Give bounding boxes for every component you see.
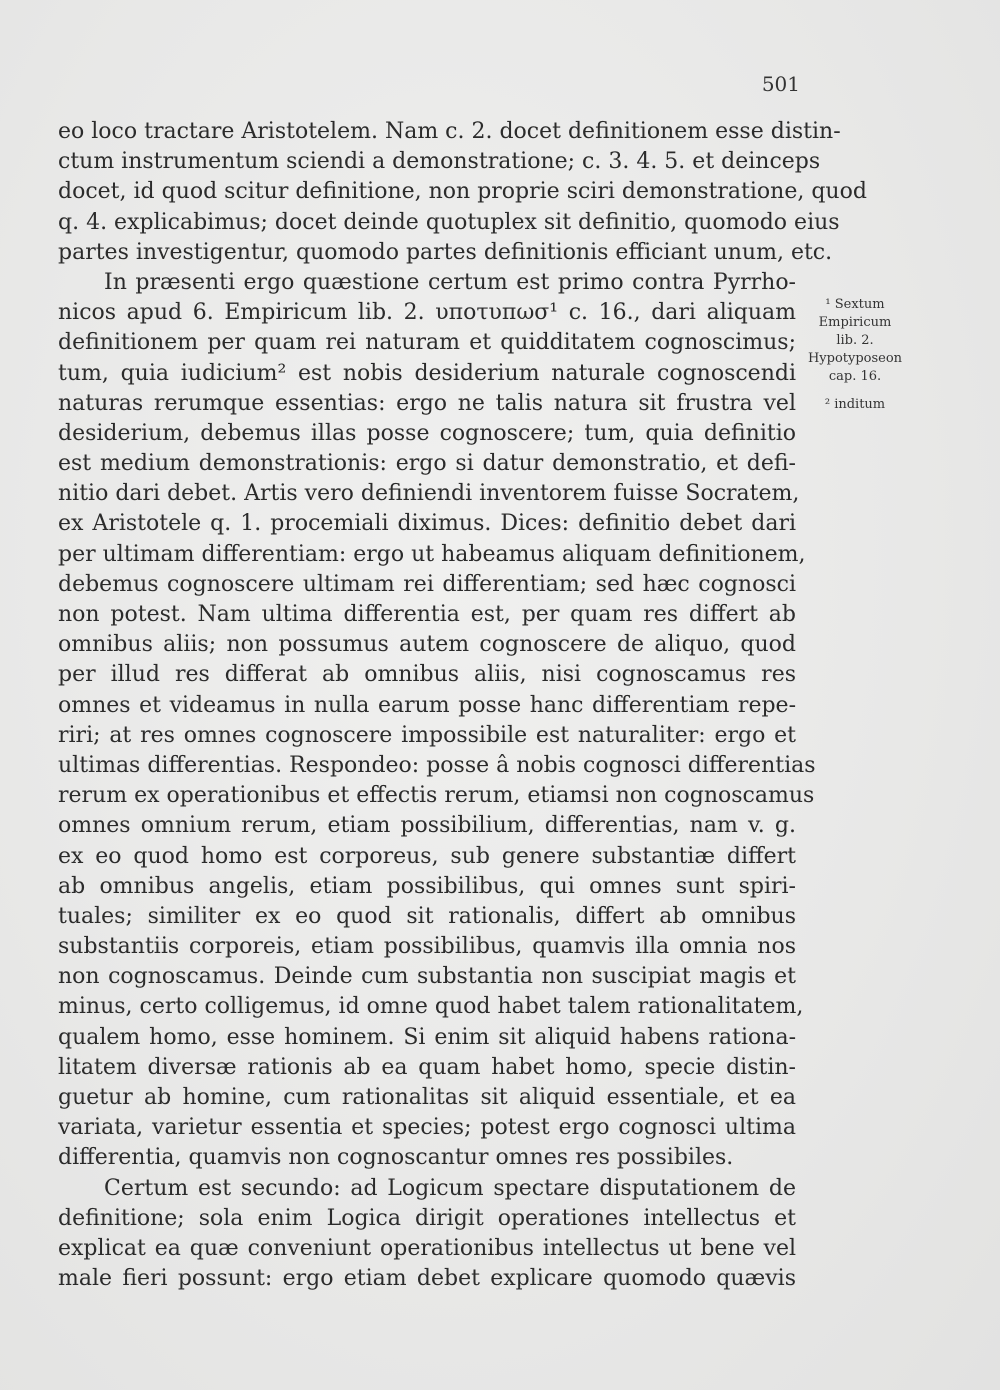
text-line: per ultimam differentiam: ergo ut habeamus aliquam definitionem, (58, 541, 806, 567)
text-line: nicos apud 6. Empiricum lib. 2. υποτυπωσ¹ c. 16., dari aliquam (58, 300, 796, 326)
text-line: tuales; similiter ex eo quod sit rationalis, differt ab omnibus (58, 903, 796, 929)
marginal-note: Empiricum (818, 315, 892, 330)
text-line: docet, id quod scitur definitione, non proprie sciri demonstratione, quod (58, 179, 867, 205)
text-line: non potest. Nam ultima differentia est, per quam res differt ab (58, 602, 796, 627)
text-line: ab omnibus angelis, etiam possibilibus, qui omnes sunt spiri- (58, 873, 796, 899)
text-line: naturas rerumque essentias: ergo ne talis natura sit frustra vel (58, 390, 796, 416)
marginal-notes (800, 296, 910, 414)
text-line: omnibus aliis; non possumus autem cognoscere de aliquo, quod (58, 632, 796, 658)
paragraph-start-line: Certum est secundo: ad Logicum spectare disputationem de (104, 1175, 796, 1201)
text-line: male fieri possunt: ergo etiam debet explicare quomodo quævis (58, 1266, 796, 1292)
text-line: minus, certo colligemus, id omne quod habet talem rationalitatem, (58, 994, 804, 1020)
text-line: ultimas differentias. Respondeo: posse â nobis cognosci differentias (58, 752, 816, 778)
text-line: est medium demonstrationis: ergo si datur demonstratio, et defi- (58, 451, 796, 477)
marginal-note: ¹ Sextum (825, 297, 885, 312)
marginal-note: Hypotyposeon (807, 351, 903, 366)
text-line: variata, varietur essentia et species; potest ergo cognosci ultima (58, 1115, 796, 1141)
text-line: debemus cognoscere ultimam rei differentiam; sed hæc cognosci (58, 571, 796, 597)
marginal-note: ² inditum (824, 397, 886, 412)
text-line: definitionem per quam rei naturam et quidditatem cognoscimus; (58, 330, 796, 356)
text-line: q. 4. explicabimus; docet deinde quotuplex sit definitio, quomodo eius (58, 209, 840, 235)
text-line: rerum ex operationibus et effectis rerum, etiamsi non cognoscamus (58, 783, 815, 809)
text-line: per illud res differat ab omnibus aliis, nisi cognoscamus res (58, 662, 796, 688)
text-line: desiderium, debemus illas posse cognoscere; tum, quia definitio (58, 420, 796, 446)
text-line: definitione; sola enim Logica dirigit operationes intellectus et (58, 1205, 796, 1231)
text-line: guetur ab homine, cum rationalitas sit aliquid essentiale, et ea (58, 1085, 796, 1110)
marginal-note: cap. 16. (828, 369, 882, 384)
note-spacer (800, 386, 910, 396)
text-line: ex eo quod homo est corporeus, sub genere substantiæ differt (58, 843, 796, 869)
text-line: ex Aristotele q. 1. procemiali diximus. Dices: definitio debet dari (58, 511, 796, 537)
text-line: omnes et videamus in nulla earum posse hanc differentiam repe- (58, 692, 796, 718)
text-line: omnes omnium rerum, etiam possibilium, differentias, nam v. g. (58, 813, 796, 839)
text-line: eo loco tractare Aristotelem. Nam c. 2. docet definitionem esse distin- (58, 119, 841, 144)
marginal-note: lib. 2. (836, 333, 874, 348)
text-line: substantiis corporeis, etiam possibilibus, quamvis illa omnia nos (58, 934, 796, 960)
text-line: explicat ea quæ conveniunt operationibus intellectus ut bene vel (58, 1235, 796, 1261)
paragraph-start-line: In præsenti ergo quæstione certum est primo contra Pyrrho- (104, 269, 796, 295)
paragraph-end-line: differentia, quamvis non cognoscantur omnes res possibiles. (58, 1145, 734, 1171)
text-line: ctum instrumentum sciendi a demonstratione; c. 3. 4. 5. et deinceps (58, 149, 821, 175)
page-number: 501 (761, 72, 800, 96)
text-line: partes investigentur, quomodo partes definitionis efficiant unum, etc. (58, 239, 833, 265)
text-line: tum, quia iudicium² est nobis desiderium naturale cognoscendi (58, 360, 796, 386)
text-line: nitio dari debet. Artis vero definiendi inventorem fuisse Socratem, (58, 481, 800, 507)
text-line: litatem diversæ rationis ab ea quam habet homo, specie distin- (58, 1054, 796, 1080)
text-line: non cognoscamus. Deinde cum substantia non suscipiat magis et (58, 964, 796, 990)
text-line: riri; at res omnes cognoscere impossibile est naturaliter: ergo et (58, 722, 796, 748)
text-line: qualem homo, esse hominem. Si enim sit aliquid habens rationa- (58, 1024, 796, 1050)
